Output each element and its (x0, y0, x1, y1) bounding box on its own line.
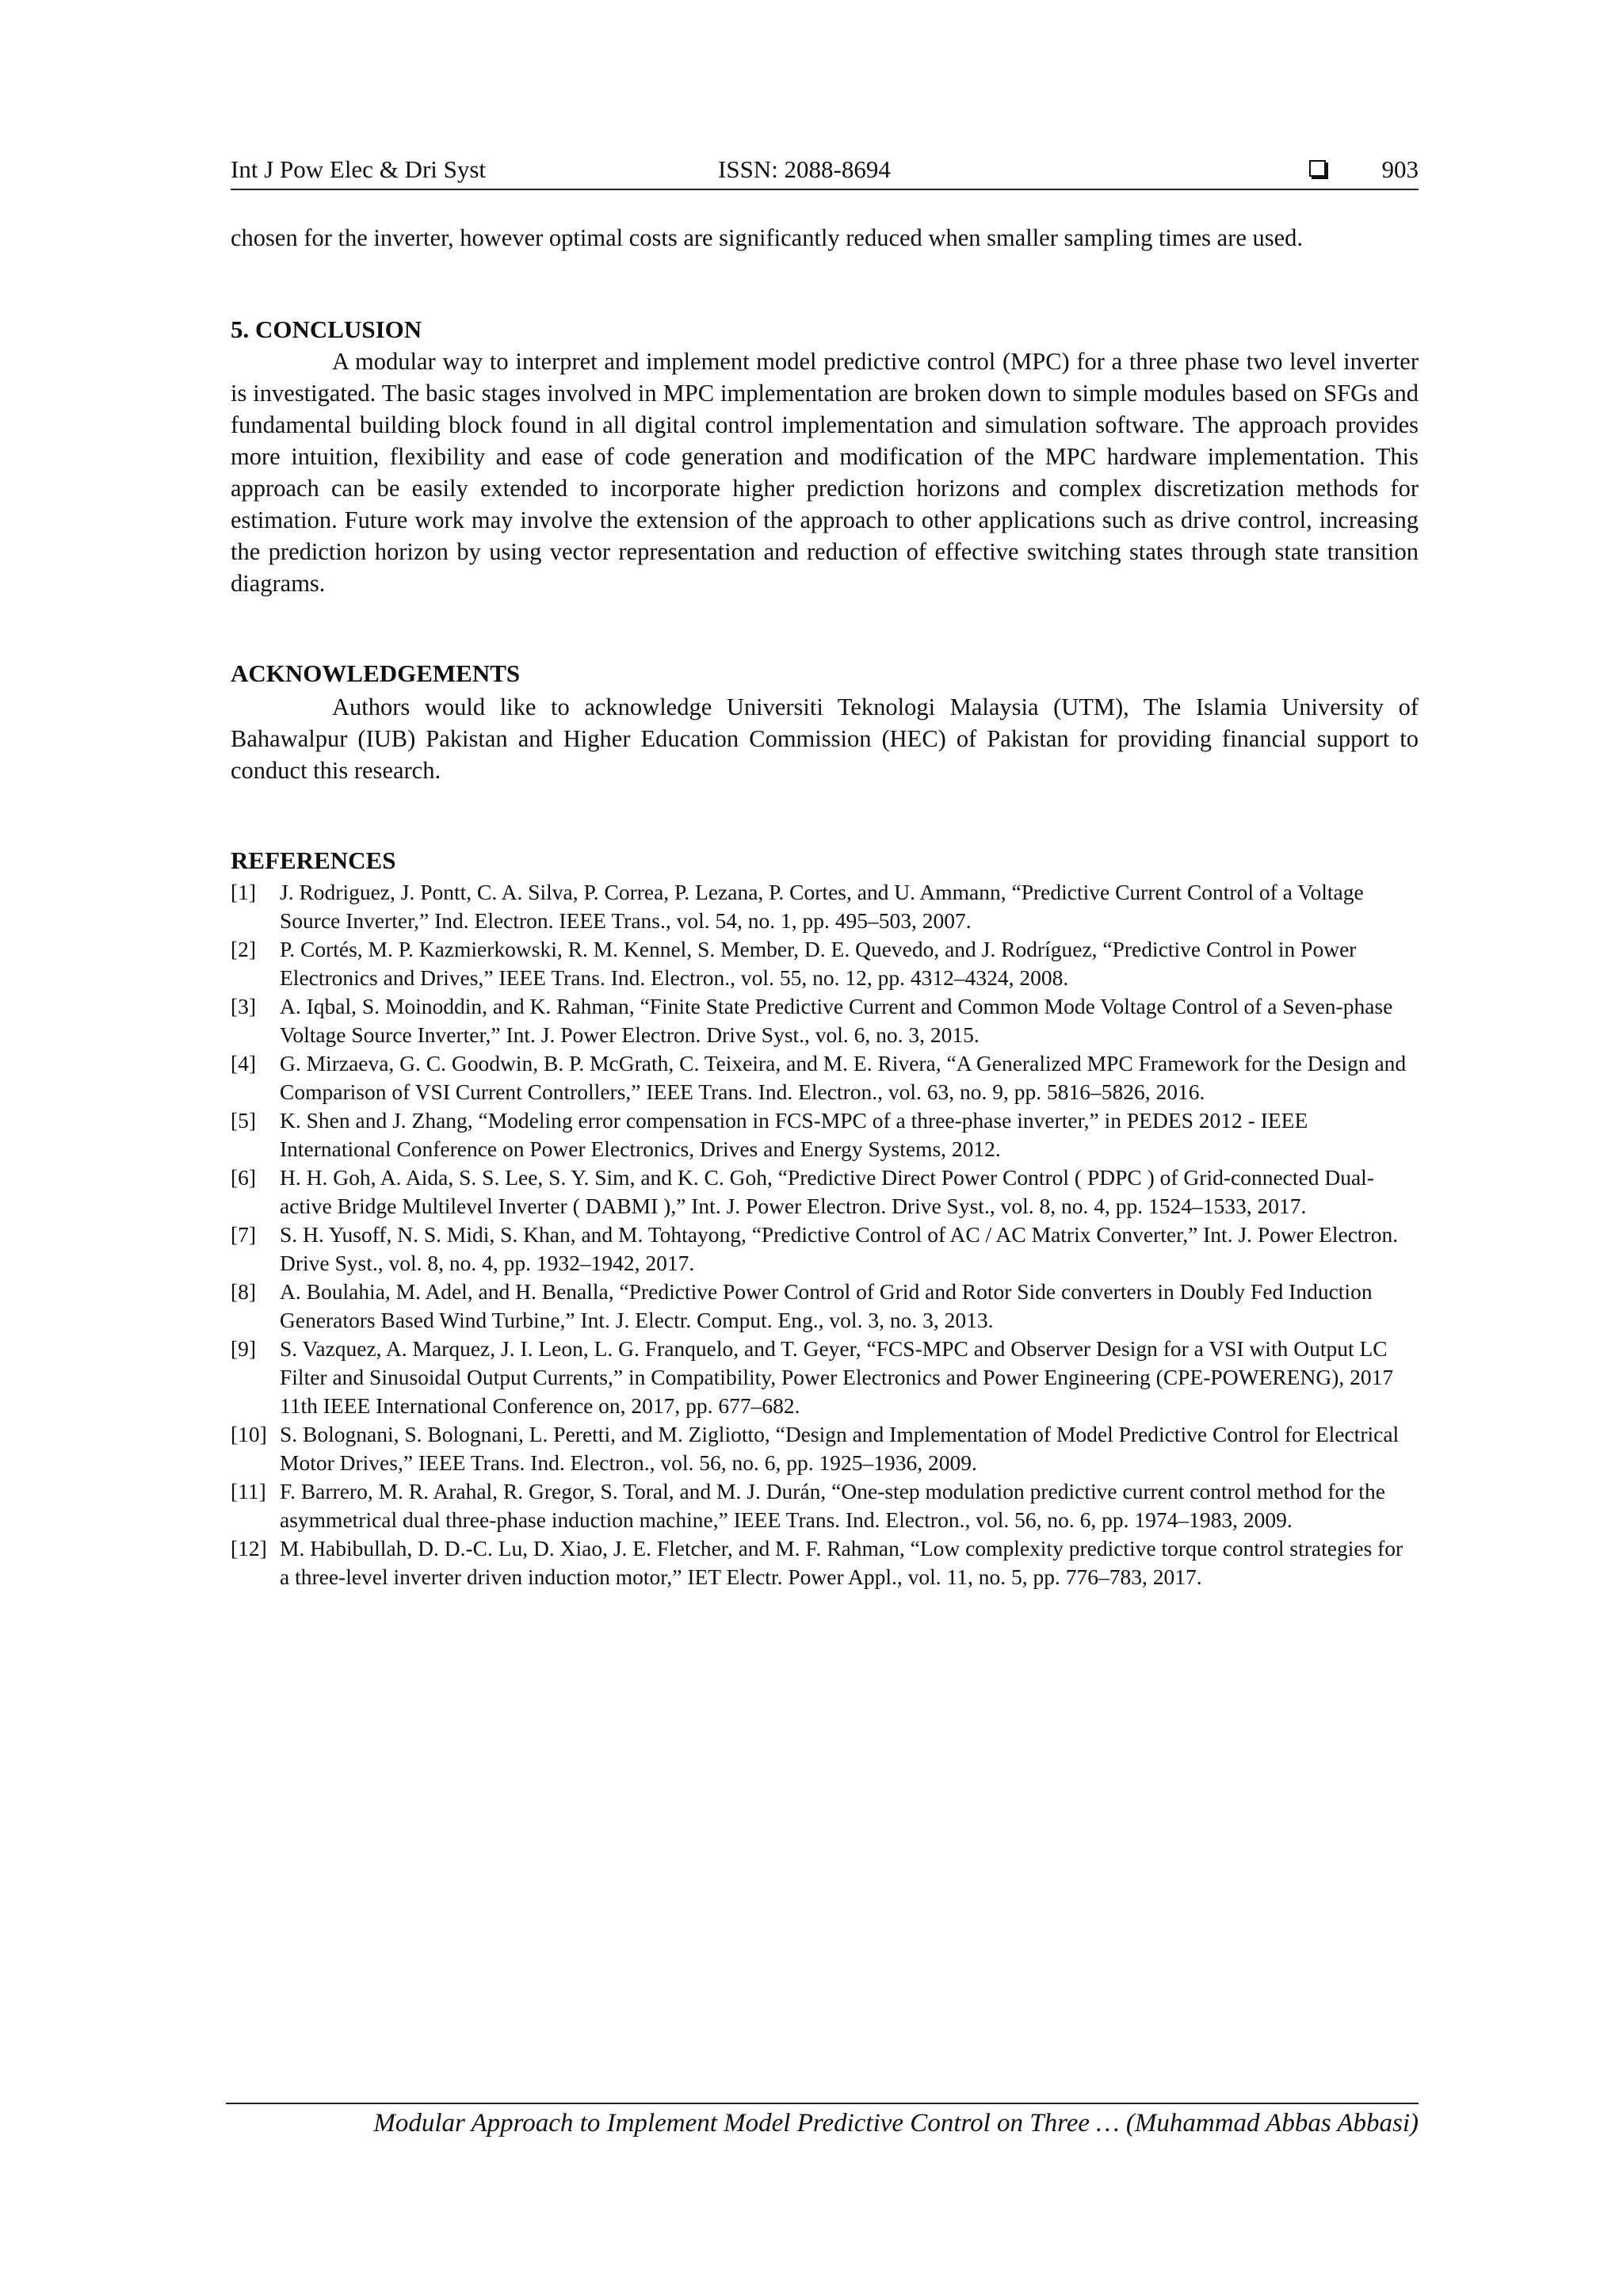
reference-text: S. Vazquez, A. Marquez, J. I. Leon, L. G. Franquelo, and T. Geyer, “FCS-MPC and Observer Design for a VSI with Output LC Filter and Sinusoidal Output Currents,” in Compatibility, Power Electronics and Power Engineering (CPE-POWERENG), 2017 11th IEEE International Conference on, 2017, pp. 677–682. (280, 1336, 1394, 1418)
references-heading: REFERENCES (231, 846, 396, 874)
reference-text: S. H. Yusoff, N. S. Midi, S. Khan, and M. Tohtayong, “Predictive Control of AC / AC Matrix Converter,” Int. J. Power Electron. Drive Syst., vol. 8, no. 4, pp. 1932–1942, 2017. (280, 1222, 1399, 1275)
reference-text: A. Boulahia, M. Adel, and H. Benalla, “Predictive Power Control of Grid and Rotor Side converters in Doubly Fed Induction Generators Based Wind Turbine,” Int. J. Electr. Comput. Eng., vol. 3, no. 3, 2013. (280, 1279, 1373, 1332)
page-number: 903 (1381, 155, 1419, 183)
intro-paragraph: chosen for the inverter, however optimal costs are significantly reduced when smaller sampling times are used. (231, 224, 1304, 251)
page-footer: Modular Approach to Implement Model Predictive Control on Three … (Muhammad Abbas Abbasi) (226, 2103, 1419, 2138)
square-bullet-icon (1309, 160, 1326, 177)
reference-item (231, 1335, 1419, 1420)
journal-name: Int J Pow Elec & Dri Syst (231, 155, 487, 183)
reference-text: H. H. Goh, A. Aida, S. S. Lee, S. Y. Sim, and K. C. Goh, “Predictive Direct Power Control ( PDPC ) of Grid-connected Dual-active Bridge Multilevel Inverter ( DABMI ),” Int. J. Power Electron. Drive Syst., vol. 8, no. 4, pp. 1524–1533, 2017. (280, 1165, 1374, 1218)
reference-item (231, 1534, 1419, 1591)
reference-text: G. Mirzaeva, G. C. Goodwin, B. P. McGrath, C. Teixeira, and M. E. Rivera, “A Generalized MPC Framework for the Design and Comparison of VSI Current Controllers,” IEEE Trans. Ind. Electron., vol. 63, no. 9, pp. 5816–5826, 2016. (280, 1051, 1407, 1104)
reference-number: [3] (231, 994, 257, 1018)
acknowledgements-heading: ACKNOWLEDGEMENTS (231, 659, 521, 687)
reference-item (231, 1163, 1419, 1221)
reference-number: [12] (231, 1536, 267, 1561)
acknowledgements-paragraph: Authors would like to acknowledge Universiti Teknologi Malaysia (UTM), The Islamia University of Bahawalpur (IUB) Pakistan and Higher Education Commission (HEC) of Pakistan for providing financial support to conduct this research. (231, 693, 1419, 784)
reference-number: [1] (231, 880, 257, 904)
reference-text: K. Shen and J. Zhang, “Modeling error compensation in FCS-MPC of a three-phase inverter,” in PEDES 2012 - IEEE International Conference on Power Electronics, Drives and Energy Systems, 2012. (280, 1108, 1308, 1161)
reference-item (231, 1278, 1419, 1335)
reference-text: P. Cortés, M. P. Kazmierkowski, R. M. Kennel, S. Member, D. E. Quevedo, and J. Rodríguez, “Predictive Control in Power Electronics and Drives,” IEEE Trans. Ind. Electron., vol. 55, no. 12, pp. 4312–4324, 2008. (280, 937, 1357, 990)
reference-list (231, 878, 1419, 1591)
reference-item (231, 1049, 1419, 1106)
reference-number: [5] (231, 1108, 257, 1133)
reference-item (231, 1221, 1419, 1278)
reference-item (231, 1420, 1419, 1477)
acknowledgements-section (231, 691, 1419, 786)
conclusion-section (231, 346, 1419, 599)
reference-item (231, 878, 1419, 935)
reference-number: [2] (231, 937, 257, 961)
reference-text: A. Iqbal, S. Moinoddin, and K. Rahman, “Finite State Predictive Current and Common Mode Voltage Control of a Seven-phase Voltage Source Inverter,” Int. J. Power Electron. Drive Syst., vol. 6, no. 3, 2015. (280, 994, 1393, 1047)
reference-number: [11] (231, 1479, 266, 1503)
reference-number: [9] (231, 1336, 257, 1361)
reference-item (231, 992, 1419, 1049)
reference-text: J. Rodriguez, J. Pontt, C. A. Silva, P. Correa, P. Lezana, P. Cortes, and U. Ammann, “Predictive Current Control of a Voltage Source Inverter,” Ind. Electron. IEEE Trans., vol. 54, no. 1, pp. 495–503, 2007. (280, 880, 1364, 933)
reference-text: F. Barrero, M. R. Arahal, R. Gregor, S. Toral, and M. J. Durán, “One-step modulation predictive current control method for the asymmetrical dual three-phase induction machine,” IEEE Trans. Ind. Electron., vol. 56, no. 6, pp. 1974–1983, 2009. (280, 1479, 1385, 1532)
reference-item (231, 935, 1419, 992)
reference-number: [10] (231, 1422, 267, 1446)
reference-text: S. Bolognani, S. Bolognani, L. Peretti, and M. Zigliotto, “Design and Implementation of Model Predictive Control for Electrical Motor Drives,” IEEE Trans. Ind. Electron., vol. 56, no. 6, pp. 1925–1936, 2009. (280, 1422, 1400, 1475)
reference-number: [8] (231, 1279, 257, 1304)
conclusion-paragraph: A modular way to interpret and implement model predictive control (MPC) for a three phase two level inverter is investigated. The basic stages involved in MPC implementation are broken down to simple modules based on SFGs and fundamental building block found in all digital control implementation and simulation software. The approach provides more intuition, flexibility and ease of code generation and modification of the MPC hardware implementation. This approach can be easily extended to incorporate higher prediction horizons and complex discretization methods for estimation. Future work may involve the extension of the approach to other applications such as drive control, increasing the prediction horizon by using vector representation and reduction of effective switching states through state transition diagrams. (231, 348, 1419, 597)
issn: ISSN: 2088-8694 (718, 155, 891, 183)
reference-item (231, 1106, 1419, 1163)
reference-item (231, 1477, 1419, 1534)
page-header (231, 152, 1419, 190)
reference-number: [7] (231, 1222, 257, 1247)
reference-number: [6] (231, 1165, 257, 1190)
reference-text: M. Habibullah, D. D.-C. Lu, D. Xiao, J. E. Fletcher, and M. F. Rahman, “Low complexity predictive torque control strategies for a three-level inverter driven induction motor,” IET Electr. Power Appl., vol. 11, no. 5, pp. 776–783, 2017. (280, 1536, 1403, 1589)
reference-number: [4] (231, 1051, 257, 1075)
conclusion-heading: 5. CONCLUSION (231, 315, 422, 343)
